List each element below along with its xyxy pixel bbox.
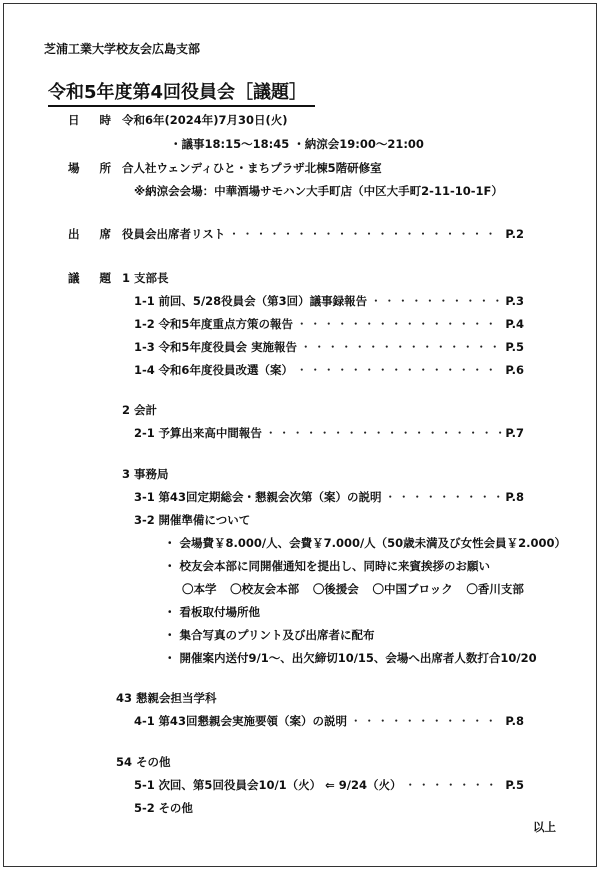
time-value: ・議事18:15～18:45 ・納涼会19:00～21:00: [170, 137, 424, 151]
item-number: 3-1: [134, 490, 155, 504]
item-number: 5-1: [134, 778, 155, 792]
page-ref: P.6: [505, 363, 524, 377]
item-text: 第43回定期総会・懇親会次第（案）の説明: [158, 490, 382, 504]
item-number: 1-1: [134, 294, 155, 308]
page-ref: P.5: [505, 340, 524, 354]
item-number: 1-4: [134, 363, 155, 377]
invitee-list: [182, 581, 534, 597]
item-number: 3-2: [134, 513, 155, 527]
page-ref: P.8: [505, 490, 524, 504]
organization-name: 芝浦工業大学校友会広島支部: [44, 42, 201, 56]
agenda-item: [134, 339, 524, 355]
agenda-label: 議 題: [68, 271, 120, 285]
item-number: 1-3: [134, 340, 155, 354]
leader-dots: [350, 713, 502, 729]
item-number: 2-1: [134, 426, 155, 440]
item-text: 開催準備について: [158, 513, 251, 527]
leader-dots: [370, 293, 502, 309]
closing-mark: 以上: [533, 820, 556, 834]
item-text: 前回、5/28役員会（第3回）議事録報告: [158, 294, 368, 308]
section-heading: 43 懇親会担当学科: [116, 691, 217, 705]
agenda-item: [134, 425, 524, 441]
leader-dots: [384, 489, 502, 505]
leader-dots: [300, 339, 502, 355]
item-text: その他: [158, 801, 193, 815]
agenda-item: [134, 316, 524, 332]
agenda-item: [134, 777, 524, 793]
date-value: 令和6年(2024年)7月30日(火): [122, 113, 288, 127]
agenda-item: [134, 800, 193, 816]
page-ref: P.3: [505, 294, 524, 308]
bullet-item: ・ 会場費￥8.000/人、会費￥7.000/人（50歳未満及び女性会員￥2.000）: [164, 536, 567, 550]
item-text: 令和5年度役員会 実施報告: [158, 340, 297, 354]
agenda-item: [134, 489, 524, 505]
bullet-item: ・ 集合写真のプリント及び出席者に配布: [164, 628, 375, 642]
item-number: 4-1: [134, 714, 155, 728]
page-ref: P.5: [505, 778, 524, 792]
item-text: 令和6年度役員改選（案）: [158, 363, 293, 377]
date-label: 日 時: [68, 113, 120, 127]
section-heading: 54 その他: [116, 755, 171, 769]
section-heading: 1 支部長: [122, 271, 169, 285]
leader-dots: [228, 226, 502, 242]
invitee: 〇香川支部: [466, 582, 524, 596]
agenda-item: [134, 512, 250, 528]
invitee: 〇本学: [182, 582, 217, 596]
section-heading: 3 事務局: [122, 467, 169, 481]
item-text: 令和5年度重点方策の報告: [158, 317, 293, 331]
page-title: 令和5年度第4回役員会［議題］: [48, 78, 315, 107]
bullet-item: ・ 看板取付場所他: [164, 605, 261, 619]
place-label: 場 所: [68, 161, 120, 175]
agenda-item: [134, 362, 524, 378]
invitee: 〇後援会: [312, 582, 359, 596]
attendance-label: 出 席: [68, 227, 120, 241]
place-value: 合人社ウェンディひと・まちプラザ北棟5階研修室: [122, 161, 382, 175]
leader-dots: [296, 316, 502, 332]
document-page: [3, 3, 597, 867]
item-text: 次回、第5回役員会10/1（火） ⇐ 9/24（火）: [158, 778, 402, 792]
page-ref: P.8: [505, 714, 524, 728]
leader-dots: [265, 425, 502, 441]
item-number: 1-2: [134, 317, 155, 331]
item-text: 第43回懇親会実施要領（案）の説明: [158, 714, 347, 728]
leader-dots: [405, 777, 503, 793]
party-venue: ※納涼会会場：中華酒場サモハン大手町店（中区大手町2-11-10-1F）: [134, 184, 503, 198]
page-ref: P.7: [505, 426, 524, 440]
agenda-item: [134, 713, 524, 729]
item-text: 予算出来高中間報告: [158, 426, 262, 440]
section-heading: 2 会計: [122, 403, 158, 417]
page-ref: P.2: [505, 227, 524, 241]
attendance-row: [122, 226, 524, 242]
bullet-item: ・ 校友会本部に同開催通知を提出し、同時に来賓挨拶のお願い: [164, 559, 491, 573]
leader-dots: [296, 362, 502, 378]
attendance-text: 役員会出席者リスト: [122, 227, 226, 241]
invitee: 〇中国ブロック: [372, 582, 453, 596]
bullet-item: ・ 開催案内送付9/1～、出欠締切10/15、会場へ出席者人数打合10/20: [164, 651, 537, 665]
page-ref: P.4: [505, 317, 524, 331]
item-number: 5-2: [134, 801, 155, 815]
invitee: 〇校友会本部: [230, 582, 300, 596]
agenda-item: [134, 293, 524, 309]
